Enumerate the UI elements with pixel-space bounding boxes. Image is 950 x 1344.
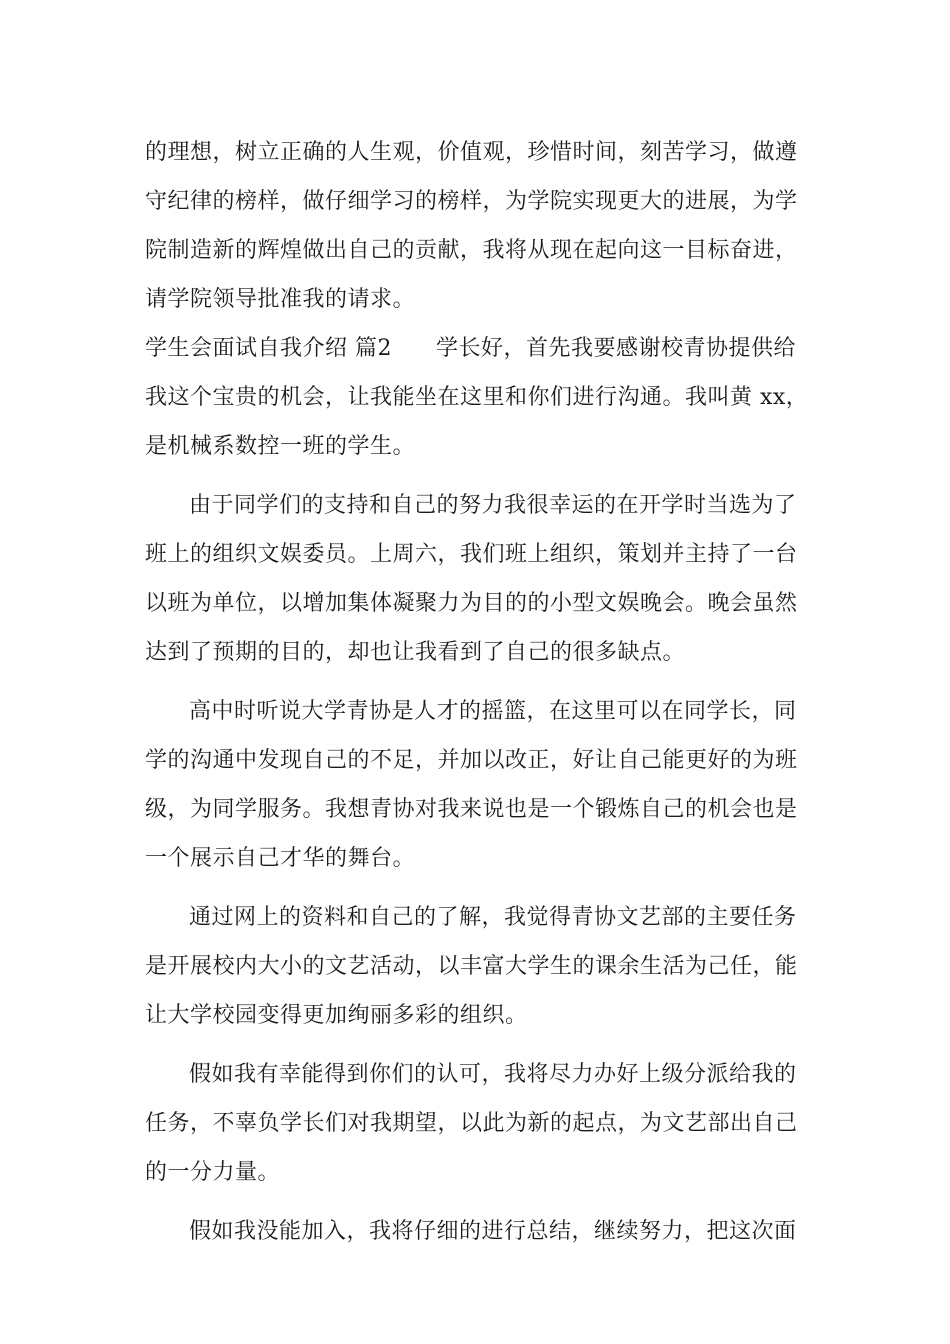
text-line: 学的沟通中发现自己的不足，并加以改正，好让自己能更好的为班 <box>145 748 798 773</box>
text-line: 让大学校园变得更加绚丽多彩的组织。 <box>145 1003 528 1028</box>
text-line: 我这个宝贵的机会，让我能坐在这里和你们进行沟通。我叫黄 xx， <box>145 385 809 410</box>
text-line: 院制造新的辉煌做出自己的贡献，我将从现在起向这一目标奋进， <box>145 238 798 263</box>
section-heading-paragraph <box>145 324 810 471</box>
paragraph-5 <box>145 1050 810 1197</box>
paragraph-6 <box>145 1207 810 1256</box>
text-line: 假如我没能加入，我将仔细的进行总结，继续努力，把这次面 <box>189 1219 797 1244</box>
text-line: 以班为单位，以增加集体凝聚力为目的的小型文娱晚会。晚会虽然 <box>145 591 798 616</box>
text-line: 一个展示自己才华的舞台。 <box>145 846 416 871</box>
paragraph-2 <box>145 481 810 677</box>
paragraph-4 <box>145 893 810 1040</box>
text-line: 达到了预期的目的，却也让我看到了自己的很多缺点。 <box>145 640 686 665</box>
text-line: 由于同学们的支持和自己的努力我很幸运的在开学时当选为了 <box>189 493 797 518</box>
text-line: 守纪律的榜样，做仔细学习的榜样，为学院实现更大的进展，为学 <box>145 189 798 214</box>
text-line: 是机械系数控一班的学生。 <box>145 434 416 459</box>
text-line: 任务，不辜负学长们对我期望，以此为新的起点，为文艺部出自己 <box>145 1111 798 1136</box>
paragraph-3 <box>145 687 810 883</box>
document-body <box>145 128 810 1256</box>
text-line: 的理想，树立正确的人生观，价值观，珍惜时间，刻苦学习，做遵 <box>145 140 798 165</box>
text-line: 高中时听说大学青协是人才的摇篮，在这里可以在同学长，同 <box>189 699 797 724</box>
text-line: 班上的组织文娱委员。上周六，我们班上组织，策划并主持了一台 <box>145 542 798 567</box>
text-line: 通过网上的资料和自己的了解，我觉得青协文艺部的主要任务 <box>189 905 797 930</box>
paragraph-closing <box>145 128 810 324</box>
section-heading: 学生会面试自我介绍 篇2 <box>145 336 392 361</box>
heading-line <box>145 324 810 373</box>
text-line-inline: 学长好，首先我要感谢校青协提供给 <box>436 336 797 361</box>
text-line: 级，为同学服务。我想青协对我来说也是一个锻炼自己的机会也是 <box>145 797 798 822</box>
text-line: 是开展校内大小的文艺活动，以丰富大学生的课余生活为己任，能 <box>145 954 798 979</box>
text-line: 的一分力量。 <box>145 1160 281 1185</box>
text-line: 假如我有幸能得到你们的认可，我将尽力办好上级分派给我的 <box>189 1062 797 1087</box>
text-line: 请学院领导批准我的请求。 <box>145 287 416 312</box>
